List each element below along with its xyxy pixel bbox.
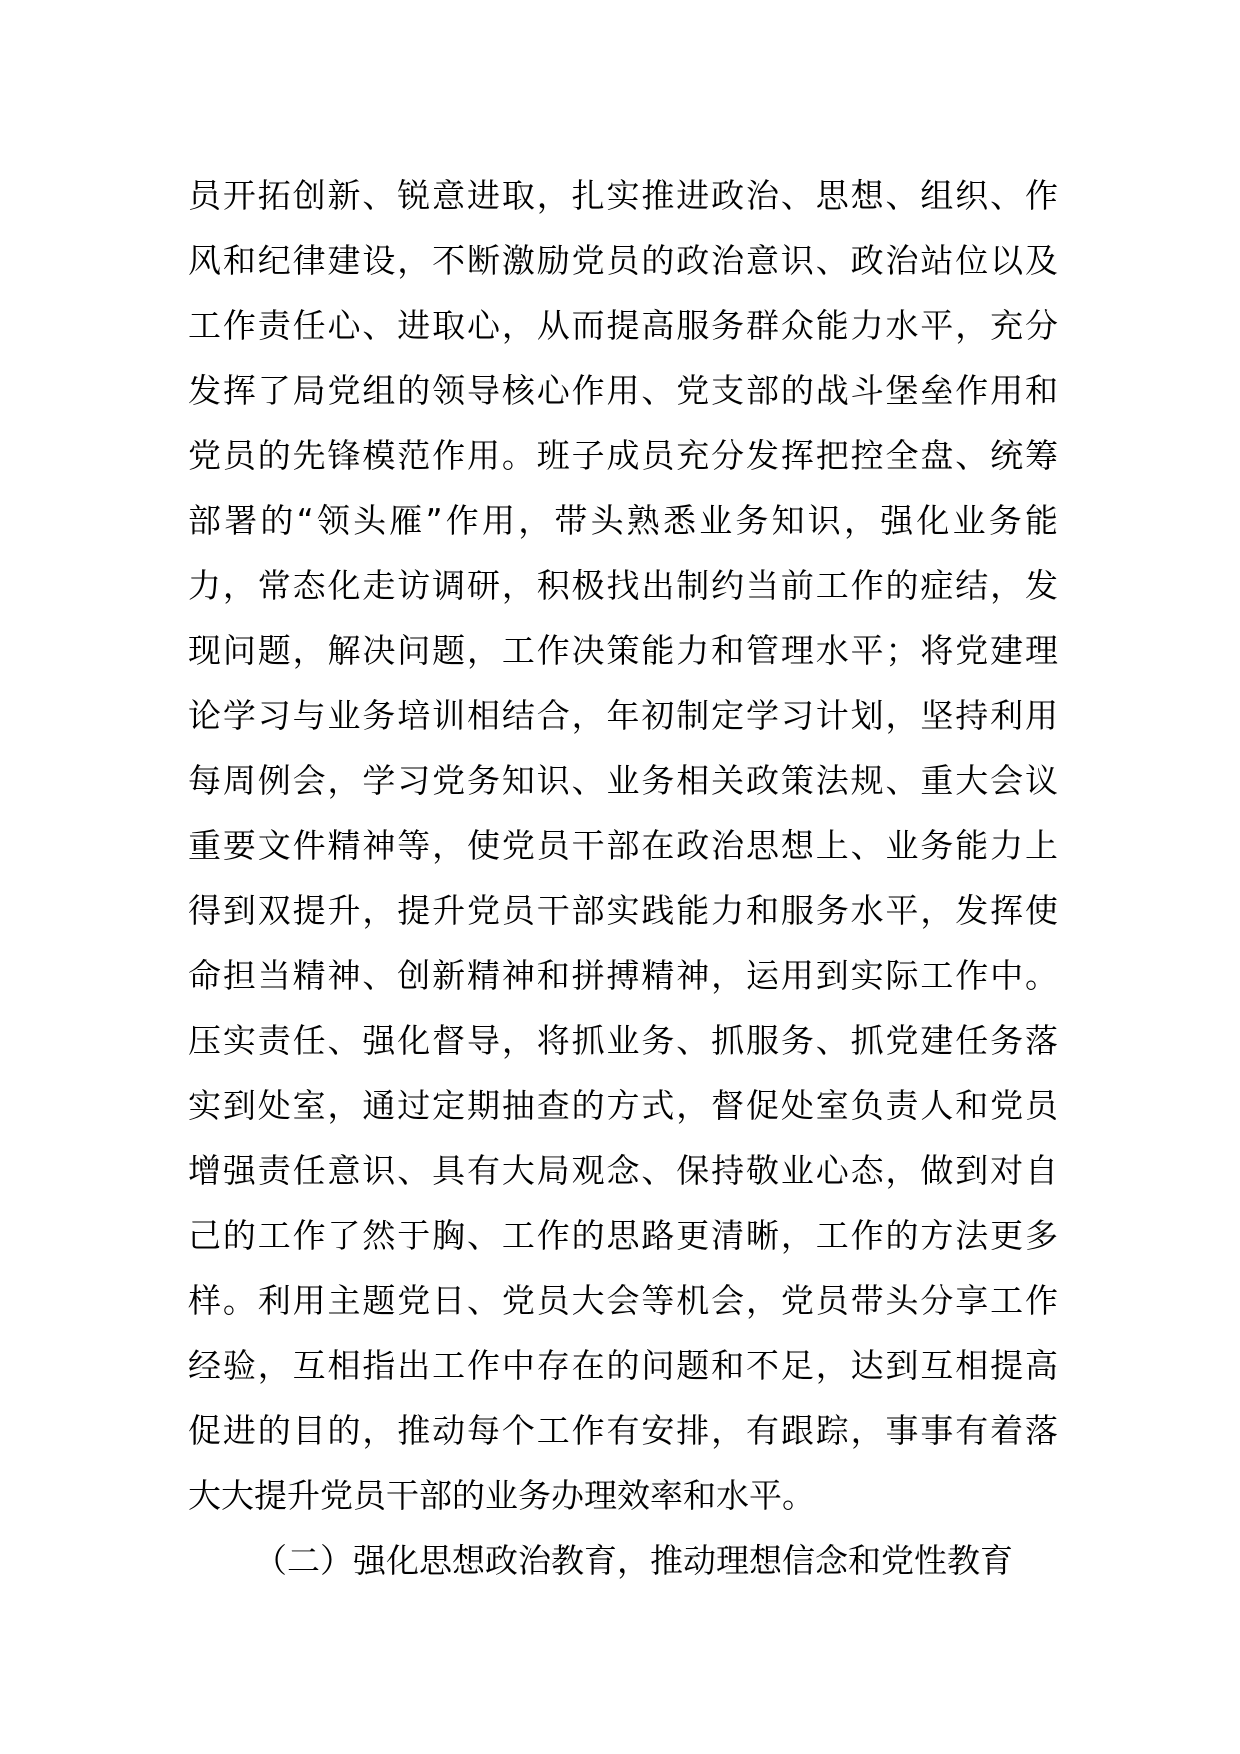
section-heading-line: （二）强化思想政治教育，推动理想信念和党性教育 <box>254 1541 1013 1580</box>
text-line: 促进的目的，推动每个工作有安排，有跟踪，事事有着落 <box>188 1411 1058 1450</box>
text-line: 大大提升党员干部的业务办理效率和水平。 <box>188 1476 815 1515</box>
text-line: 发挥了局党组的领导核心作用、党支部的战斗堡垒作用和 <box>188 371 1058 410</box>
text-line: 现问题，解决问题，工作决策能力和管理水平；将党建理 <box>188 631 1058 670</box>
text-line: 工作责任心、进取心，从而提高服务群众能力水平，充分 <box>188 306 1058 345</box>
text-line: 重要文件精神等，使党员干部在政治思想上、业务能力上 <box>188 826 1058 865</box>
text-line: 己的工作了然于胸、工作的思路更清晰，工作的方法更多 <box>188 1216 1058 1255</box>
text-line: 每周例会，学习党务知识、业务相关政策法规、重大会议 <box>188 761 1058 800</box>
text-line: 风和纪律建设，不断激励党员的政治意识、政治站位以及 <box>188 241 1058 280</box>
body-text <box>188 163 1058 1593</box>
text-line: 党员的先锋模范作用。班子成员充分发挥把控全盘、统筹 <box>188 436 1058 475</box>
text-line: 命担当精神、创新精神和拼搏精神，运用到实际工作中。 <box>188 956 1058 995</box>
text-line: 实到处室，通过定期抽查的方式，督促处室负责人和党员 <box>188 1086 1058 1125</box>
text-line: 经验，互相指出工作中存在的问题和不足，达到互相提高 <box>188 1346 1058 1385</box>
text-line: 员开拓创新、锐意进取，扎实推进政治、思想、组织、作 <box>188 176 1058 215</box>
text-line: 样。利用主题党日、党员大会等机会，党员带头分享工作 <box>188 1281 1058 1320</box>
text-line: 增强责任意识、具有大局观念、保持敬业心态，做到对自 <box>188 1151 1058 1190</box>
text-line: 部署的“领头雁”作用，带头熟悉业务知识，强化业务能 <box>188 501 1058 540</box>
text-line: 压实责任、强化督导，将抓业务、抓服务、抓党建任务落 <box>188 1021 1058 1060</box>
text-line: 力，常态化走访调研，积极找出制约当前工作的症结，发 <box>188 566 1058 605</box>
text-line: 论学习与业务培训相结合，年初制定学习计划，坚持利用 <box>188 696 1058 735</box>
text-line: 得到双提升，提升党员干部实践能力和服务水平，发挥使 <box>188 891 1058 930</box>
